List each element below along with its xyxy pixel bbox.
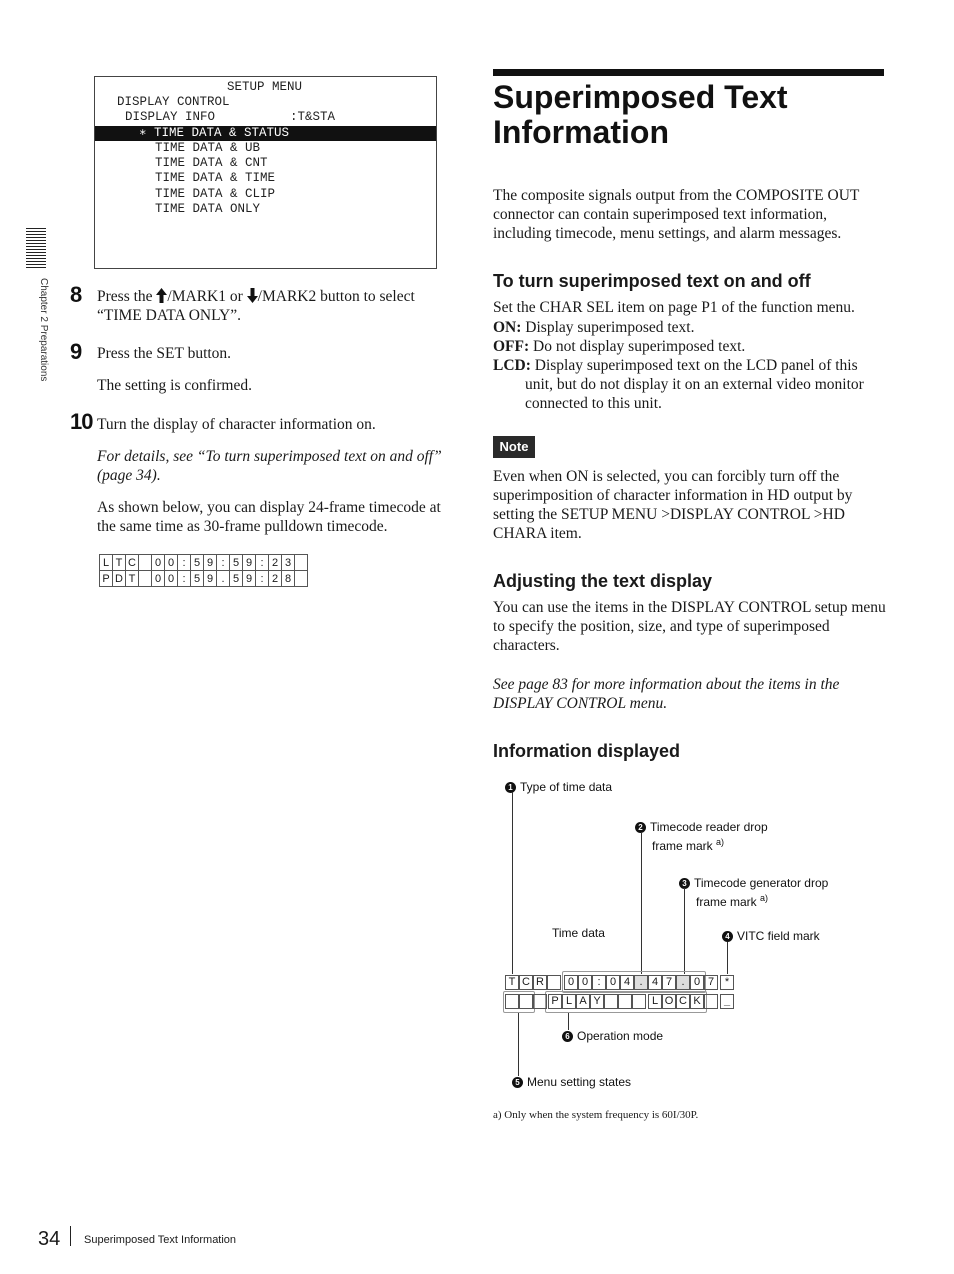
menu-line: SETUP MENU bbox=[227, 80, 303, 94]
menu-line: TIME DATA & UB bbox=[155, 141, 261, 155]
timecode-table bbox=[99, 554, 308, 587]
leader-line-3 bbox=[684, 888, 685, 974]
footer-section-title: Superimposed Text Information bbox=[84, 1234, 237, 1246]
label-vitc-field-mark: 4 VITC field mark bbox=[722, 929, 820, 944]
step-10-reference: For details, see “To turn superimposed text on and off” (page 34). bbox=[97, 448, 442, 484]
note-text: Even when ON is selected, you can forcibly turn off the superimposition of character information in HD output by setting the SETUP MENU >DISPLAY CONTROL >HD CHARA item. bbox=[493, 468, 853, 542]
heading-information: Information displayed bbox=[493, 741, 681, 761]
label-type-of-time-data: 1 Type of time data bbox=[505, 780, 612, 795]
footnote: a) Only when the system frequency is 60I/30P. bbox=[493, 1109, 699, 1121]
setup-menu-screen bbox=[94, 76, 437, 269]
footer-divider bbox=[70, 1226, 71, 1246]
step-9-number: 9 bbox=[70, 339, 83, 364]
page-number: 34 bbox=[38, 1228, 61, 1250]
menu-line-selected: ∗ TIME DATA & STATUS bbox=[139, 126, 290, 140]
leader-line-1 bbox=[512, 792, 513, 974]
step-8-text: Press the /MARK1 or /MARK2 button to select “TIME DATA ONLY”. bbox=[97, 288, 415, 324]
note-badge: Note bbox=[493, 436, 535, 458]
leader-line-5 bbox=[518, 1012, 519, 1076]
step-10-paragraph: As shown below, you can display 24-frame timecode at the same time as 30-frame pulldown timecode. bbox=[97, 499, 441, 535]
on-option: ON: Display superimposed text. bbox=[493, 319, 695, 336]
step-8-number: 8 bbox=[70, 282, 83, 307]
adjust-text: You can use the items in the DISPLAY CONTROL setup menu to specify the position, size, and type of superimposed characters. bbox=[493, 599, 886, 654]
step-9-result: The setting is confirmed. bbox=[97, 377, 252, 394]
leader-line-4 bbox=[727, 942, 728, 974]
intro-paragraph: The composite signals output from the COMPOSITE OUT connector can contain superimposed text information, including timecode, menu settings, and alarm messages. bbox=[493, 187, 860, 242]
label-time-data: Time data bbox=[552, 926, 605, 940]
label-reader-drop-mark: 2 Timecode reader drop frame mark $^{a)}$ bbox=[635, 820, 768, 854]
menu-line: DISPLAY CONTROL bbox=[117, 95, 230, 109]
menu-line: TIME DATA ONLY bbox=[155, 202, 261, 216]
label-operation-mode: 6 Operation mode bbox=[562, 1029, 663, 1044]
menu-line: TIME DATA & CNT bbox=[155, 156, 268, 170]
page-title: Superimposed Text Information bbox=[493, 79, 788, 150]
leader-line-6 bbox=[568, 1012, 569, 1030]
onoff-text: Set the CHAR SEL item on page P1 of the function menu. bbox=[493, 299, 855, 316]
chapter-label: Chapter 2 Preparations bbox=[38, 278, 49, 382]
chapter-tab-marker bbox=[26, 228, 46, 270]
step-10-number: 10 bbox=[70, 409, 93, 434]
table-row: P D T 0 0 : 5 9 . 5 9 : 2 8 bbox=[100, 571, 308, 587]
adjust-reference: See page 83 for more information about the items in the DISPLAY CONTROL menu. bbox=[493, 676, 840, 712]
label-generator-drop-mark: 3 Timecode generator drop frame mark $^{a)}$ bbox=[679, 876, 828, 910]
off-option: OFF: Do not display superimposed text. bbox=[493, 338, 746, 355]
heading-adjusting: Adjusting the text display bbox=[493, 571, 713, 591]
menu-line: TIME DATA & CLIP bbox=[155, 187, 276, 201]
leader-line-2 bbox=[641, 832, 642, 974]
menu-line: DISPLAY INFO :T&STA bbox=[125, 110, 336, 124]
title-rule bbox=[493, 69, 884, 76]
step-9-text: Press the SET button. bbox=[97, 345, 232, 362]
up-arrow-icon bbox=[156, 288, 167, 303]
heading-turn-on-off: To turn superimposed text on and off bbox=[493, 271, 811, 291]
lcd-option: LCD: Display superimposed text on the LCD panel of this unit, but do not display it on an external video monitor connected to this unit. bbox=[493, 357, 864, 412]
table-row: L T C 0 0 : 5 9 : 5 9 : 2 3 bbox=[100, 555, 308, 571]
step-10-text: Turn the display of character information on. bbox=[97, 416, 376, 433]
menu-line: TIME DATA & TIME bbox=[155, 171, 276, 185]
down-arrow-icon bbox=[247, 288, 258, 303]
label-menu-setting-states: 5 Menu setting states bbox=[512, 1075, 631, 1090]
